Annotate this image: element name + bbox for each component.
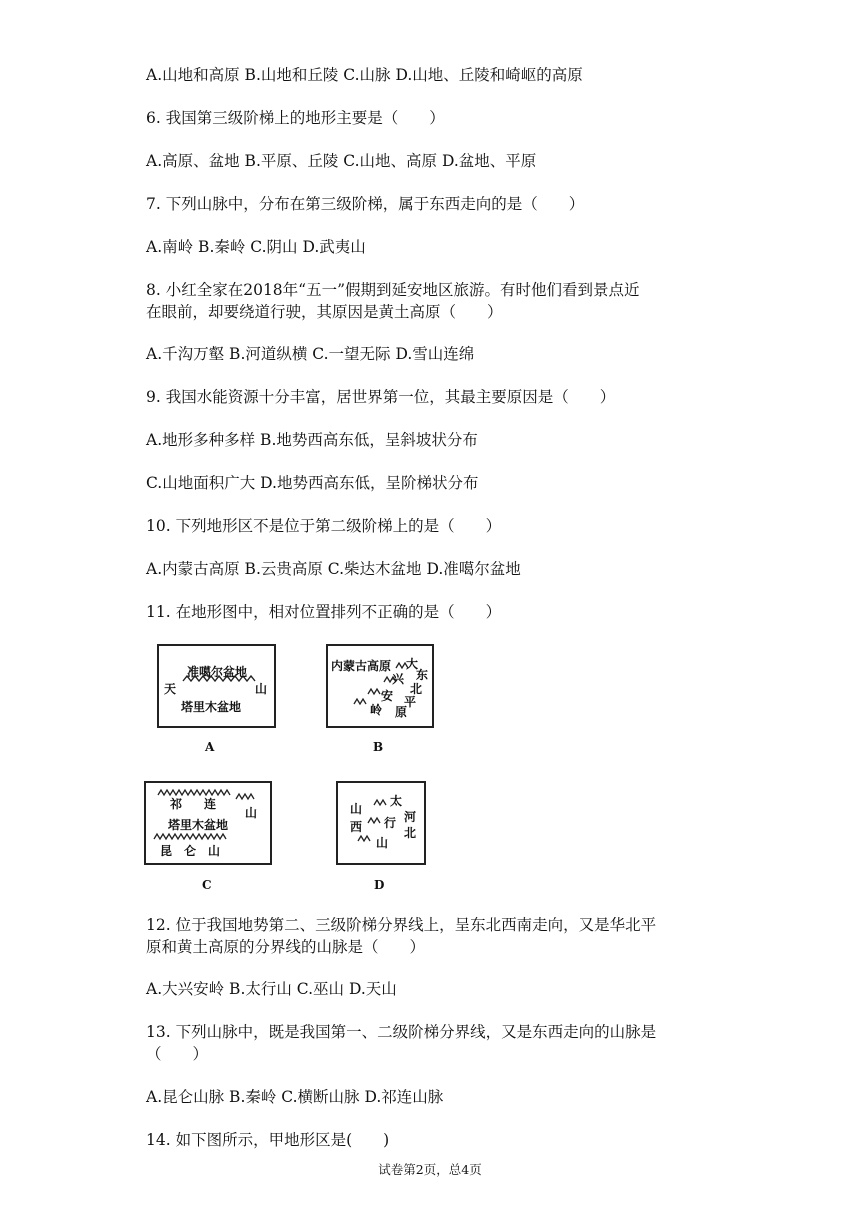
label-tian: 天 [164,682,177,696]
q7-options: A.南岭 B.秦岭 C.阴山 D.武夷山 [146,238,366,256]
label-hebei-bei: 北 [404,826,417,840]
q8-options: A.千沟万壑 B.河道纵横 C.一望无际 D.雪山连绵 [146,345,475,363]
label-junggar-basin: 准噶尔盆地 [187,665,248,679]
q12-stem-line2: 原和黄土高原的分界线的山脉是（ ） [146,938,426,956]
q13-stem-line2: （ ） [146,1045,209,1063]
terrain-figure-b [326,644,434,728]
label-tarim-basin: 塔里木盆地 [181,700,242,714]
label-dong: 东 [416,668,429,682]
label-kunlun: 昆 仑 山 [160,844,221,858]
q14-stem: 14. 如下图所示，甲地形区是( ) [146,1131,390,1149]
terrain-figure-c [144,781,272,865]
label-yuan: 原 [395,705,408,719]
q6-options: A.高原、盆地 B.平原、丘陵 C.山地、高原 D.盆地、平原 [146,152,537,170]
label-xing: 兴 [392,672,405,686]
label-tarim-basin-c: 塔里木盆地 [168,818,229,832]
figure-d-caption: D [374,878,385,892]
q5-options: A.山地和高原 B.山地和丘陵 C.山脉 D.山地、丘陵和崎岖的高原 [146,66,583,84]
label-an: 安 [381,689,394,703]
label-he: 河 [404,810,417,824]
q9-options-row1: A.地形多种多样 B.地势西高东低，呈斜坡状分布 [146,431,478,449]
figure-a-caption: A [205,740,215,754]
label-shan: 山 [255,682,268,696]
terrain-figure-a [157,644,276,728]
q12-stem-line1: 12. 位于我国地势第二、三级阶梯分界线上，呈东北西南走向，又是华北平 [146,916,657,934]
label-shan-d: 山 [350,802,363,816]
q8-stem-line2: 在眼前，却要绕道行驶，其原因是黄土高原（ ） [146,303,503,321]
label-da: 大 [406,657,419,671]
figure-b-caption: B [373,740,384,754]
q13-options: A.昆仑山脉 B.秦岭 C.横断山脉 D.祁连山脉 [146,1088,444,1106]
q9-options-row2: C.山地面积广大 D.地势西高东低，呈阶梯状分布 [146,474,479,492]
label-xi: 西 [350,820,363,834]
q7-stem: 7. 下列山脉中，分布在第三级阶梯，属于东西走向的是（ ） [146,195,585,213]
label-ling: 岭 [370,703,383,717]
label-ping: 平 [404,695,417,709]
label-shan-c: 山 [245,806,258,820]
label-tai: 太 [390,794,403,808]
q10-options: A.内蒙古高原 B.云贵高原 C.柴达木盆地 D.准噶尔盆地 [146,560,521,578]
terrain-figure-d [336,781,426,865]
q6-stem: 6. 我国第三级阶梯上的地形主要是（ ） [146,109,445,127]
label-bei: 北 [410,682,423,696]
q10-stem: 10. 下列地形区不是位于第二级阶梯上的是（ ） [146,517,502,535]
q12-options: A.大兴安岭 B.太行山 C.巫山 D.天山 [146,980,397,998]
label-mountain-d: 山 [376,836,389,850]
page-footer: 试卷第2页，总4页 [378,1162,482,1177]
label-qi: 祁 [170,797,183,811]
q9-stem: 9. 我国水能资源十分丰富，居世界第一位，其最主要原因是（ ） [146,388,616,406]
figure-c-caption: C [202,878,212,892]
label-hang: 行 [384,816,397,830]
label-inner-mongolia-plateau: 内蒙古高原 [331,659,392,673]
q8-stem-line1: 8. 小红全家在2018年“五一”假期到延安地区旅游。有时他们看到景点近 [146,281,640,299]
q11-stem: 11. 在地形图中，相对位置排列不正确的是（ ） [146,603,502,621]
q13-stem-line1: 13. 下列山脉中，既是我国第一、二级阶梯分界线，又是东西走向的山脉是 [146,1023,657,1041]
label-lian: 连 [204,797,217,811]
